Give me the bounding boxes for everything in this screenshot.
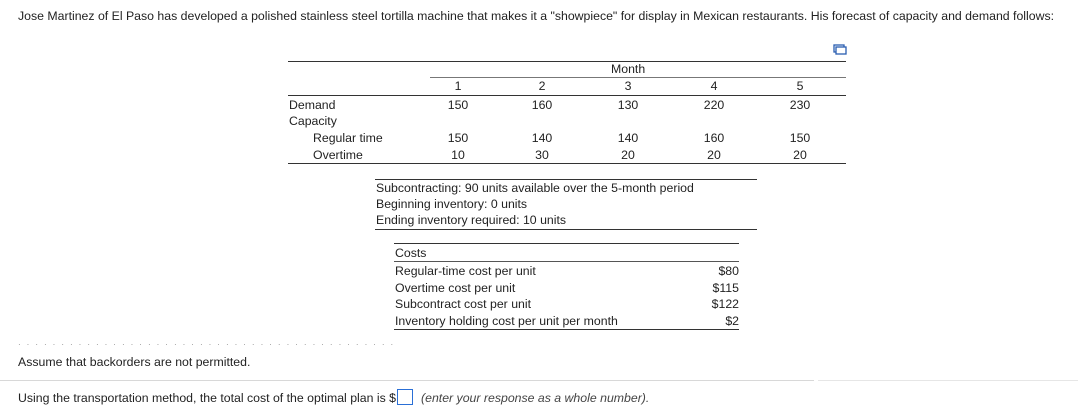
overtime-cell: 20 [621,148,635,162]
question-text: Using the transportation method, the total cost of the optimal plan is $ [18,391,397,405]
copy-to-clipboard-icon[interactable] [833,44,847,56]
cost-item-value: $115 [712,280,739,295]
section-divider: ············································ [18,340,400,349]
demand-label: Demand [289,98,336,112]
cost-item-value: $122 [711,297,739,311]
demand-cell: 150 [447,98,469,112]
costs-title: Costs [395,246,427,260]
regular-cell: 150 [789,131,811,145]
demand-cell: 230 [789,98,811,112]
month-4: 4 [710,79,718,93]
month-1: 1 [454,79,462,93]
regular-cell: 140 [531,131,553,145]
month-header: Month [611,62,646,76]
month-5: 5 [796,79,804,93]
regular-time-label: Regular time [313,131,383,145]
cost-item-value: $80 [718,264,739,278]
regular-cell: 150 [447,131,469,145]
demand-cell: 130 [617,98,639,112]
assumption-text: Assume that backorders are not permitted. [18,355,251,369]
subcontracting-text: Subcontracting: 90 units available over the 5-month period [376,181,694,195]
response-hint: (enter your response as a whole number). [421,391,650,405]
ending-inventory-text: Ending inventory required: 10 units [376,213,567,227]
demand-cell: 160 [531,98,553,112]
cost-item-label: Overtime cost per unit [395,280,516,295]
costs-bottom-rule [394,329,739,330]
regular-cell: 160 [703,131,725,145]
question-divider [0,380,814,381]
month-2: 2 [538,79,546,93]
costs-header-rule [394,261,739,262]
capacity-label: Capacity [289,114,337,128]
question-divider-right [818,380,1078,381]
cost-item-label: Regular-time cost per unit [395,264,536,278]
costs-top-rule [394,243,739,244]
header-rule [288,95,846,96]
overtime-cell: 20 [707,148,721,162]
overtime-label: Overtime [313,148,363,162]
info-bottom-rule [375,229,757,230]
overtime-cell: 30 [535,148,549,162]
cost-item-value: $2 [725,313,739,328]
table-top-rule [288,61,846,62]
beginning-inventory-text: Beginning inventory: 0 units [376,197,528,211]
overtime-cell: 20 [793,148,807,162]
cost-item-label: Subcontract cost per unit [395,297,532,311]
overtime-cell: 10 [451,148,465,162]
month-3: 3 [624,79,632,93]
table-bottom-rule [288,163,846,164]
problem-intro: Jose Martinez of El Paso has developed a polished stainless steel tortilla machine that makes it a "showpiece" for display in Mexican restaurants. His forecast of capacity and demand follows: [18,9,1055,23]
cost-item-label: Inventory holding cost per unit per month [395,313,618,328]
month-rule [430,77,846,78]
question-row [18,389,649,405]
regular-cell: 140 [617,131,639,145]
total-cost-input[interactable] [397,389,413,405]
demand-cell: 220 [703,98,725,112]
